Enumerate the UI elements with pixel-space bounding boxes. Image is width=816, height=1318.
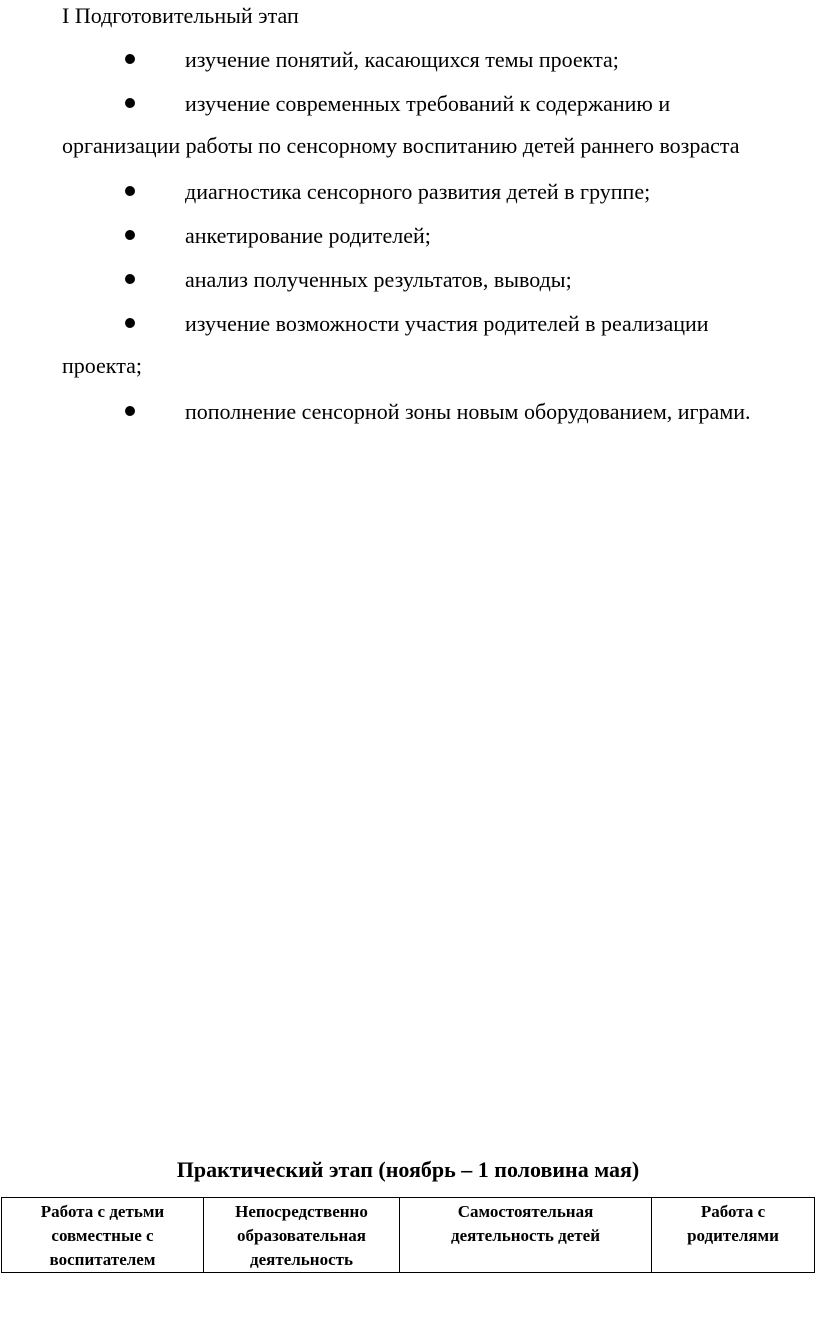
practical-stage-title: Практический этап (ноябрь – 1 половина мая)	[176, 1157, 640, 1182]
header-line: родителями	[687, 1226, 779, 1245]
list-item-text: изучение понятий, касающихся темы проекта;	[185, 47, 619, 72]
header-line: Самостоятельная	[457, 1202, 594, 1221]
bullet-icon	[125, 186, 135, 196]
table-header-independent-activity	[400, 1198, 652, 1273]
header-line: Непосредственно	[235, 1202, 368, 1221]
header-line: Работа с	[700, 1202, 766, 1221]
table-header-direct-education	[204, 1198, 400, 1273]
header-line: образовательная	[237, 1226, 366, 1245]
header-line: деятельность детей	[450, 1226, 601, 1245]
header-line: воспитателем	[49, 1250, 156, 1269]
bullet-icon	[125, 230, 135, 240]
bullet-icon	[125, 318, 135, 328]
list-item-text: анкетирование родителей;	[185, 223, 431, 248]
bullet-icon	[125, 54, 135, 64]
list-item-text: диагностика сенсорного развития детей в группе;	[185, 179, 651, 204]
table-header-parents-work	[652, 1198, 815, 1273]
bullet-icon	[125, 406, 135, 416]
list-item-text: анализ полученных результатов, выводы;	[185, 267, 572, 292]
bullet-icon	[125, 98, 135, 108]
header-line: совместные с	[51, 1226, 154, 1245]
list-item-text: изучение современных требований к содержанию и	[185, 91, 671, 116]
stage-heading: I Подготовительный этап	[62, 3, 299, 28]
table-header-children-with-teacher	[2, 1198, 204, 1273]
table-header-row	[2, 1198, 815, 1273]
bullet-icon	[125, 274, 135, 284]
practical-stage-table	[1, 1197, 815, 1273]
header-line: деятельность	[250, 1250, 353, 1269]
list-item-text: пополнение сенсорной зоны новым оборудованием, играми.	[185, 399, 751, 424]
list-item-text: изучение возможности участия родителей в реализации	[185, 311, 709, 336]
header-line: Работа с детьми	[40, 1202, 165, 1221]
list-item-continuation: проекта;	[62, 353, 142, 378]
list-item-continuation: организации работы по сенсорному воспитанию детей раннего возраста	[62, 133, 740, 158]
